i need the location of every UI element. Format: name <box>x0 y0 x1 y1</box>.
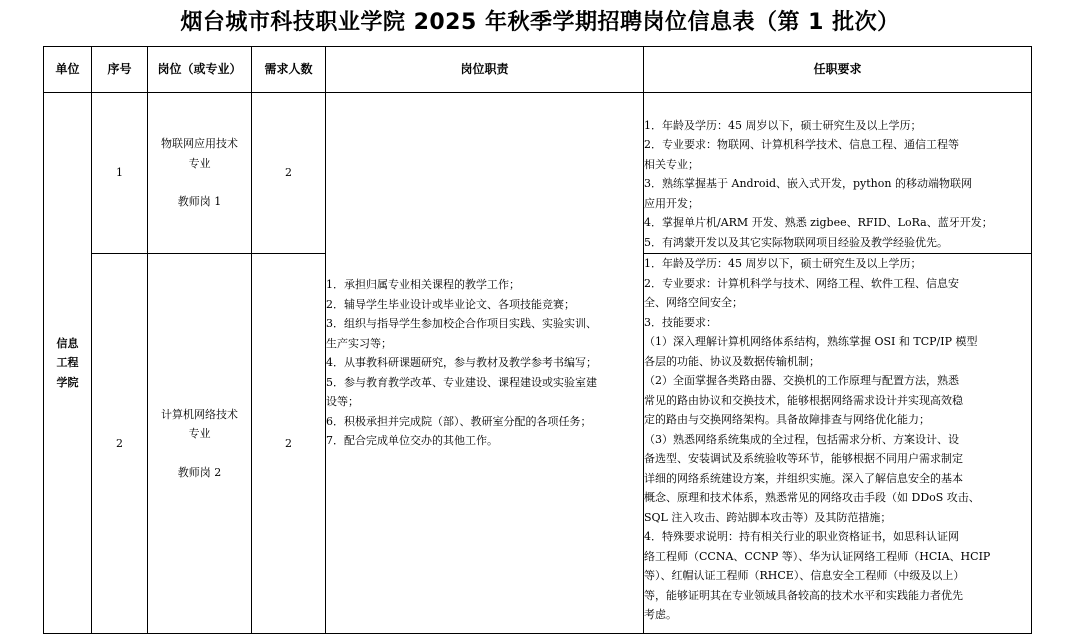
requirement-line: 详细的网络系统建设方案，并组织实施。深入了解信息安全的基本 <box>644 471 963 485</box>
requirement-line: 1．年龄及学历：45 周岁以下，硕士研究生及以上学历； <box>644 118 922 132</box>
requirement-line: 常见的路由协议和交换技术，能够根据网络需求设计并实现高效稳 <box>644 393 963 407</box>
unit-name-line: 学院 <box>56 375 79 389</box>
duty-line: 2．辅导学生毕业设计或毕业论文、各项技能竞赛； <box>326 297 575 311</box>
duty-line: 生产实习等； <box>326 336 392 350</box>
header-seq: 序号 <box>92 47 148 93</box>
header-row <box>44 47 1032 93</box>
duty-line: 7．配合完成单位交办的其他工作。 <box>326 434 498 448</box>
header-duties: 岗位职责 <box>326 47 644 93</box>
requirements-cell <box>644 93 1032 254</box>
requirement-line: 4．特殊要求说明：持有相关行业的职业资格证书，如思科认证网 <box>644 530 959 543</box>
duties-cell <box>326 93 644 634</box>
requirement-line: 各层的功能、协议及数据传输机制； <box>644 354 820 368</box>
requirement-line: 应用开发； <box>644 196 699 210</box>
requirement-line: 全、网络空间安全； <box>644 296 743 309</box>
requirement-line: 5．有鸿蒙开发以及其它实际物联网项目经验及教学经验优先。 <box>644 235 948 249</box>
major-line: 专业 <box>188 427 211 441</box>
table-row <box>44 93 1032 254</box>
count-cell: 2 <box>252 254 326 634</box>
unit-name-line: 工程 <box>56 356 79 370</box>
major-line: 计算机网络技术 <box>161 407 238 421</box>
requirements-cell <box>644 254 1032 634</box>
header-post: 岗位（或专业） <box>148 47 252 93</box>
requirement-line: （1）深入理解计算机网络体系结构，熟练掌握 OSI 和 TCP/IP 模型 <box>644 335 978 348</box>
major-line: 物联网应用技术 <box>161 137 238 151</box>
unit-name-line: 信息 <box>56 336 79 350</box>
post-cell <box>148 254 252 634</box>
header-unit: 单位 <box>44 47 92 93</box>
requirement-line: 1．年龄及学历：45 周岁以下，硕士研究生及以上学历； <box>644 257 922 270</box>
duty-line: 设等； <box>326 395 359 409</box>
header-count: 需求人数 <box>252 47 326 93</box>
requirement-line: 3．技能要求： <box>644 315 717 329</box>
requirement-line: 3．熟练掌握基于 Android、嵌入式开发，python 的移动端物联网 <box>644 177 972 190</box>
header-requirements: 任职要求 <box>644 47 1032 93</box>
requirement-line: 4．掌握单片机/ARM 开发、熟悉 zigbee、RFID、LoRa、蓝牙开发； <box>644 216 993 229</box>
requirement-line: 等，能够证明其在专业领域具备较高的技术水平和实践能力者优先 <box>644 588 963 602</box>
post-name: 教师岗 2 <box>177 465 222 479</box>
unit-cell <box>44 93 92 634</box>
requirement-line: （2）全面掌握各类路由器、交换机的工作原理与配置方法，熟悉 <box>644 374 959 387</box>
count-cell: 2 <box>252 93 326 254</box>
requirement-line: 2．专业要求：计算机科学与技术、网络工程、软件工程、信息安 <box>644 276 959 290</box>
requirement-line: 等）、红帽认证工程师（RHCE）、信息安全工程师（中级及以上） <box>644 569 965 582</box>
duty-line: 3．组织与指导学生参加校企合作项目实践、实验实训、 <box>326 317 597 331</box>
requirement-line: 概念、原理和技术体系，熟悉常见的网络攻击手段（如 DDoS 攻击、 <box>644 491 980 504</box>
duty-line: 4．从事教科研课题研究，参与教材及教学参考书编写； <box>326 356 597 370</box>
requirement-line: 相关专业； <box>644 157 699 171</box>
requirement-line: 备选型、安装调试及系统验收等环节，能够根据不同用户需求制定 <box>644 452 963 465</box>
duty-line: 5．参与教育教学改革、专业建设、课程建设或实验室建 <box>326 375 597 389</box>
requirement-line: 络工程师（CCNA、CCNP 等）、华为认证网络工程师（HCIA、HCIP <box>644 549 991 563</box>
seq-cell: 2 <box>92 254 148 634</box>
page-title: 烟台城市科技职业学院 2025 年秋季学期招聘岗位信息表（第 1 批次） <box>180 10 900 35</box>
requirement-line: 定的路由与交换网络架构。具备故障排查与网络优化能力； <box>644 413 930 426</box>
recruitment-table <box>43 46 1032 634</box>
requirement-line: （3）熟悉网络系统集成的全过程，包括需求分析、方案设计、设 <box>644 432 959 446</box>
requirement-line: 考虑。 <box>644 608 677 621</box>
duty-line: 1．承担归属专业相关课程的教学工作； <box>326 278 520 292</box>
post-cell <box>148 93 252 254</box>
requirement-line: SQL 注入攻击、跨站脚本攻击等）及其防范措施； <box>644 510 892 524</box>
post-name: 教师岗 1 <box>177 195 222 209</box>
requirement-line: 2．专业要求：物联网、计算机科学技术、信息工程、通信工程等 <box>644 138 959 151</box>
duty-line: 6．积极承担并完成院（部）、教研室分配的各项任务； <box>326 414 592 428</box>
major-line: 专业 <box>188 156 211 170</box>
seq-cell: 1 <box>92 93 148 254</box>
